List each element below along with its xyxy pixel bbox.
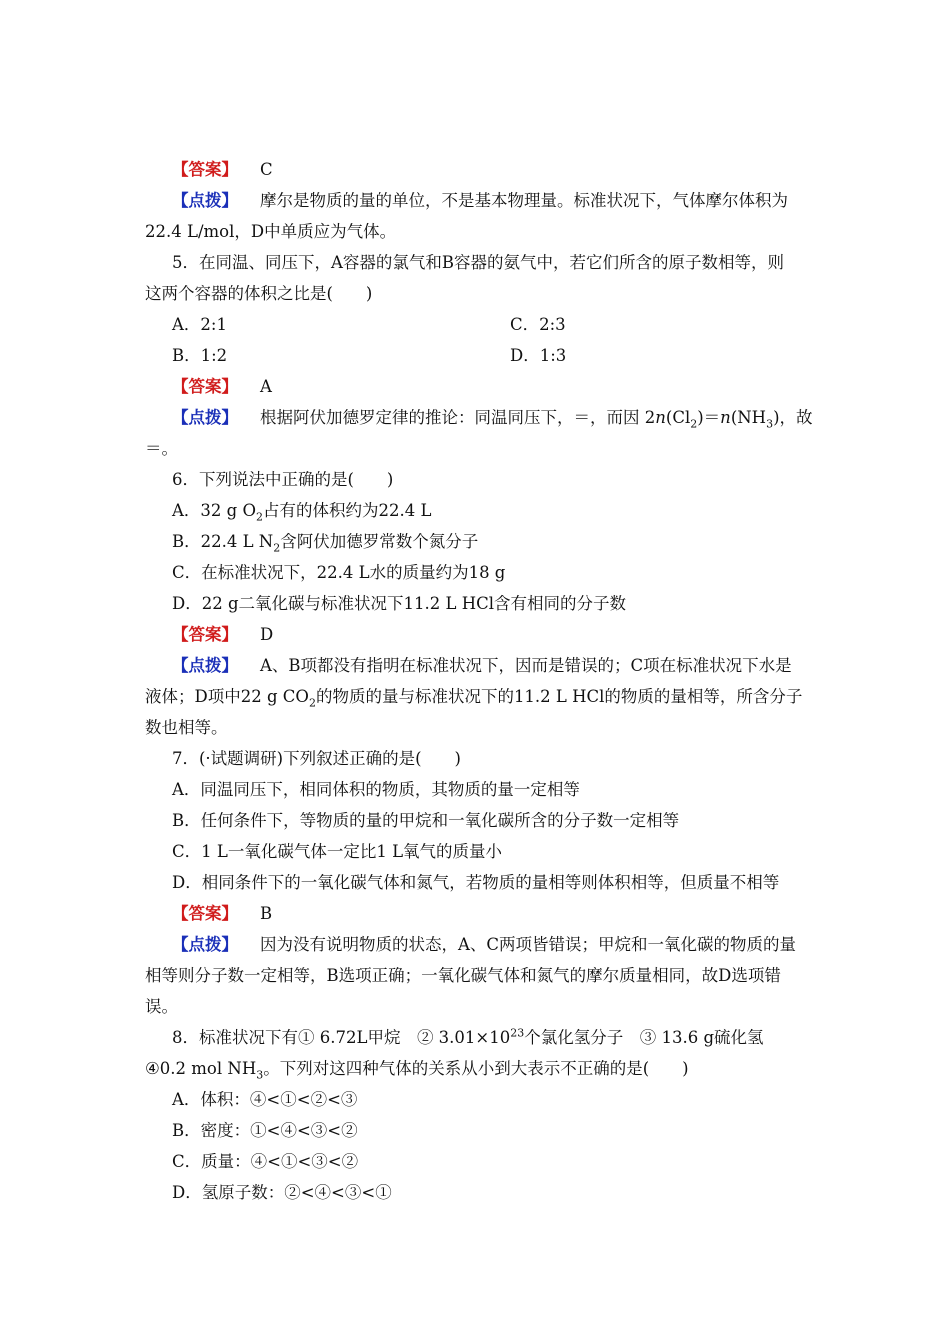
q4-hint-line2: 22.4 L/mol，D中单质应为气体。 [145,222,397,241]
stem-text: ④0.2 mol NH [145,1059,257,1078]
q6-option-a [172,499,431,523]
stem-text: 。下列对这四种气体的关系从小到大表示不正确的是( ) [263,1059,689,1078]
hint-tag: 【点拨】 [172,408,238,427]
q7-option-b: B．任何条件下，等物质的量的甲烷和一氧化碳所含的分子数一定相等 [172,811,680,830]
subscript: 2 [690,417,698,431]
q4-hint-line1 [172,189,788,213]
hint-text: 根据阿伏加德罗定律的推论：同温同压下，＝，而因 2 [260,408,656,427]
q6-hint-line2 [145,685,802,709]
q6-hint-line1 [172,654,792,678]
italic-n: n [720,408,731,427]
q5-option-b: B．1:2 [172,346,228,365]
q5-hint-line1 [172,406,813,430]
q7-answer-line [172,902,272,926]
subscript: 3 [256,1068,264,1082]
hint-text: 的物质的量与标准状况下的11.2 L HCl的物质的量相等，所含分子 [315,687,803,706]
q7-option-a: A．同温同压下，相同体积的物质，其物质的量一定相等 [172,780,580,799]
q6-option-b [172,530,478,554]
hint-tag: 【点拨】 [172,656,238,675]
q5-stem-line1: 5．在同温、同压下，A容器的氯气和B容器的氨气中，若它们所含的原子数相等，则 [172,253,785,272]
hint-text: )，故 [773,408,813,427]
option-text: 占有的体积约为22.4 L [263,501,432,520]
q6-option-c: C．在标准状况下，22.4 L水的质量约为18 g [172,563,506,582]
q7-hint-line3: 误。 [145,997,178,1016]
option-text: 含阿伏加德罗常数个氮分子 [280,532,479,551]
q8-option-d: D．氢原子数：②<④<③<① [172,1183,392,1202]
stem-text: 个氯化氢分子 ③ 13.6 g硫化氢 [524,1028,764,1047]
q5-answer-line [172,375,272,399]
answer-tag: 【答案】 [172,625,238,644]
q5-option-d: D．1:3 [510,346,567,365]
q7-option-c: C．1 L一氧化碳气体一定比1 L氧气的质量小 [172,842,503,861]
q7-hint-line1 [172,933,796,957]
q4-answer-line [172,158,273,182]
hint-text: 摩尔是物质的量的单位，不是基本物理量。标准状况下，气体摩尔体积为 [260,191,788,210]
option-text: B．22.4 L N [172,532,274,551]
q5-option-a: A．2:1 [172,315,227,334]
q8-stem-line1 [172,1026,764,1050]
answer-value: A [260,377,272,396]
q5-option-c: C．2:3 [510,315,566,334]
q5-hint-line2: ＝。 [145,439,178,458]
answer-tag: 【答案】 [172,377,238,396]
subscript: 2 [308,696,316,710]
q6-hint-line3: 数也相等。 [145,718,228,737]
q7-hint-line2: 相等则分子数一定相等，B选项正确；一氧化碳气体和氮气的摩尔质量相同，故D选项错 [145,966,781,985]
q6-answer-line [172,623,273,647]
answer-value: C [260,160,273,179]
q7-option-d: D．相同条件下的一氧化碳气体和氮气，若物质的量相等则体积相等，但质量不相等 [172,873,780,892]
hint-tag: 【点拨】 [172,191,238,210]
option-text: A．32 g O [172,501,256,520]
subscript: 2 [256,510,263,524]
answer-value: B [260,904,273,923]
italic-n: n [655,408,666,427]
superscript: 23 [510,1026,525,1040]
hint-text: 液体；D项中22 g CO [145,687,309,706]
answer-value: D [260,625,274,644]
q6-option-d: D．22 g二氧化碳与标准状况下11.2 L HCl含有相同的分子数 [172,594,627,613]
stem-text: 8．标准状况下有① 6.72L甲烷 ② 3.01×10 [172,1028,511,1047]
formula-nh: (NH [730,408,767,427]
hint-text: )＝ [697,408,721,427]
q8-option-b: B．密度：①<④<③<② [172,1121,358,1140]
answer-tag: 【答案】 [172,160,238,179]
answer-tag: 【答案】 [172,904,238,923]
q6-stem: 6．下列说法中正确的是( ) [172,470,394,489]
q8-stem-line2 [145,1057,689,1081]
q8-option-a: A．体积：④<①<②<③ [172,1090,358,1109]
subscript: 3 [766,417,774,431]
subscript: 2 [273,541,281,555]
hint-text: 因为没有说明物质的状态，A、C两项皆错误；甲烷和一氧化碳的物质的量 [260,935,797,954]
hint-tag: 【点拨】 [172,935,238,954]
q8-option-c: C．质量：④<①<③<② [172,1152,359,1171]
hint-text: A、B项都没有指明在标准状况下，因而是错误的；C项在标准状况下水是 [260,656,792,675]
formula-cl: (Cl [665,408,691,427]
q7-stem: 7．(·试题调研)下列叙述正确的是( ) [172,749,461,768]
q5-stem-line2: 这两个容器的体积之比是( ) [145,284,373,303]
